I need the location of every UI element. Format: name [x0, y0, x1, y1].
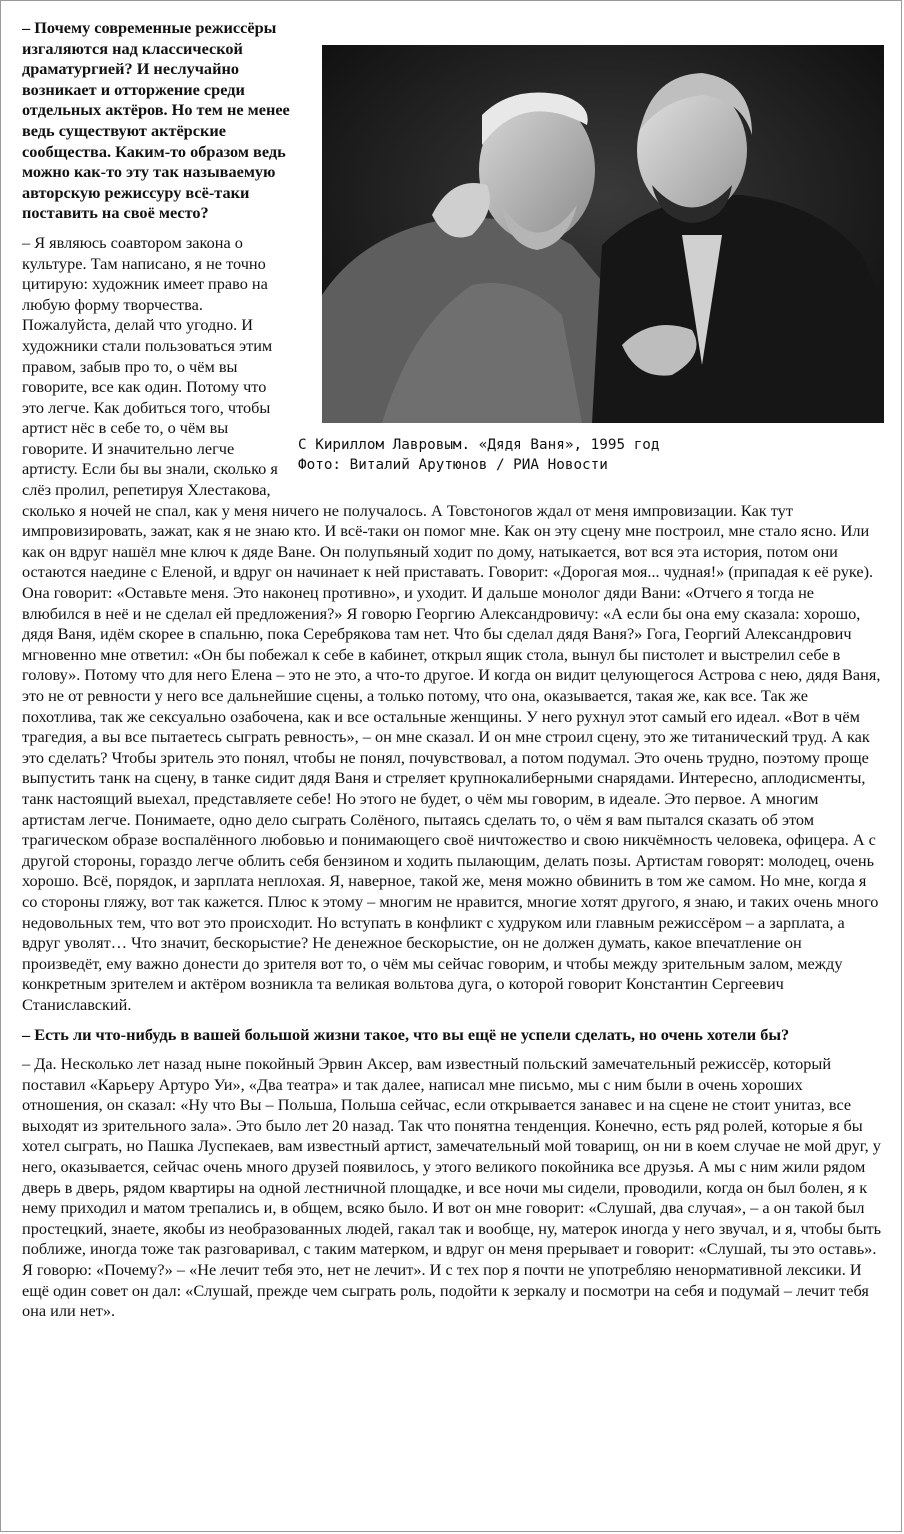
photo-illustration — [322, 45, 884, 423]
caption-line-2: Фото: Виталий Арутюнов / РИА Новости — [298, 457, 608, 473]
photo-caption — [298, 435, 898, 475]
article-photo — [322, 45, 884, 423]
answer-2: – Да. Несколько лет назад ныне покойный Эрвин Аксер, вам известный польский замечательный режиссёр, который поставил «Карьеру Артуро Уи», «Два театра» и так далее, написал мне письмо, мы с ним были в очень хороших отношения, он сказал: «Ну что Вы – Польша, Польша сейчас, если открывается занавес и на сцене не стоит унитаз, все выходят из зрительного зала». Это было лет 20 назад. Так что понятна тенденция. Конечно, есть ряд ролей, которые я бы хотел сыграть, но Пашка Луспекаев, вам известный артист, замечательный мой товарищ, он ни в коем случае не мой друг, у него, оказывается, сейчас очень много друзей появилось, у этого великого покойника все друзья. А мы с ним жили рядом дверь в дверь, рядом квартиры на одной лестничной площадке, и все ночи мы сидели, проводили, когда он был болен, я к нему приходил и матом трепались и, в общем, всяко было. И вот он мне говорит: «Слушай, два случая», – а он такой был простецкий, знаете, якобы из необразованных людей, гакал так и вообще, ну, матерок иногда у него звучал, и я, чтобы быть поближе, иногда тоже так разговаривал, с таким матерком, и вдруг он меня прерывает и говорит: «Слушай, ты это оставь». Я говорю: «Почему?» – «Не лечит тебя это, нет не лечит». И с тех пор я почти не употребляю ненормативной лексики. И ещё один совет он дал: «Слушай, прежде чем сыграть роль, подойти к зеркалу и посмотри на себя и подумай – лечит тебя она или нет». — [22, 1054, 882, 1321]
photo-figure — [298, 45, 898, 475]
question-1: – Почему современные режиссёры изгаляются над классической драматургией? И неслучайно возникает и отторжение среди отдельных актёров. Но тем не менее ведь существуют актёрские сообщества. Каким-то образом ведь можно как-то эту так называемую авторскую режиссуру всё-таки поставить на своё место? — [22, 18, 290, 223]
answer-1: – Я являюсь соавтором закона о культуре. Там написано, я не точно цитирую: художник имеет право на любую форму творчества. Пожалуйста, делай что угодно. И художники стали пользоваться этим правом, забыв про то, о чём вы говорите, все как один. Потому что это легче. Как добиться того, чтобы артист нёс в себе то, о чём вы говорите. И значительно легче артисту. Если бы вы знали, сколько я слёз пролил, репетируя Хлестакова, сколько я ночей не спал, как у меня ничего не получалось. А Товстоногов ждал от меня импровизации. Как тут импровизировать, зажат, как я не знаю кто. И всё-таки он помог мне. Как он эту сцену мне построил, мне стало ясно. Или как он вдруг нашёл мне ключ к дяде Ване. Он полупьяный ходит по дому, натыкается, вот вся эта история, потом они остаются наедине с Еленой, и вдруг он начинает к ней приставать. Говорит: «Дорогая моя... чудная!» (припадая к её руке). Она говорит: «Оставьте меня. Это наконец противно», и уходит. И дальше монолог дяди Вани: «Отчего я тогда не влюбился в неё и не сделал ей предложения?» Я говорю Георгию Александровичу: «А если бы она ему сказала: хорошо, дядя Ваня, идём скорее в спальню, пока Серебрякова там нет. Что бы сделал дядя Ваня?» Гога, Георгий Александрович мгновенно мне ответил: «Он бы побежал к себе в кабинет, открыл ящик стола, вынул бы пистолет и выстрелил себе в голову». Потому что для него Елена – это не это, а что-то другое. И когда он видит целующегося Астрова с нею, дядя Ваня, это не от ревности у него все дальнейшие сцены, а только потому, что она, оказывается, такая же, как все. Так же похотлива, так же сексуально озабочена, как и все остальные женщины. У него рухнул этот самый его идеал. «Вот в чём трагедия, а вы все пытаетесь сыграть ревность», – он мне сказал. И он мне строил сцену, это же титанический труд. А как это сделать? Чтобы зритель это понял, чтобы не понял, почувствовал, а потом подумал. Это очень трудно, поэтому проще выпустить танк на сцену, в танке сидит дядя Ваня и стреляет крупнокалиберными снарядами. Интересно, аплодисменты, танк настоящий выехал, представляете себе! Но этого не будет, о чём мы говорим, в идеале. Это первое. А многим артистам легче. Понимаете, одно дело сыграть Солёного, пытаясь сделать то, о чём я вам пытался сказать об этом трагическом образе воспалённого любовью и понимающего своё ничтожество и свою никчёмность человека, офицера. А с другой стороны, гораздо легче облить себя бензином и ходить пылающим, делать позы. Артистам говорят: молодец, очень хорошо. Всё, порядок, и зарплата неплохая. Я, наверное, такой же, меня можно обвинить в том же самом. Но мне, когда я со стороны гляжу, вот так кажется. Плюс к этому – многим не нравится, многие хотят другого, я знаю, и таких очень много недовольных тем, что вот это происходит. Но вступать в конфликт с худруком или главным режиссёром – а зарплата, а вдруг уволят… Что значит, бескорыстие? Не денежное бескорыстие, он не должен думать, какое впечатление он произведёт, ему важно донести до зрителя вот то, о чём мы сейчас говорим, и чтобы между зрительным залом, между конкретным зрителем и актёром возникла та великая вольтова дуга, о которой говорит Константин Сергеевич Станиславский. — [22, 232, 881, 1014]
caption-line-1: С Кириллом Лавровым. «Дядя Ваня», 1995 год — [298, 437, 660, 453]
question-2: – Есть ли что-нибудь в вашей большой жизни такое, что вы ещё не успели сделать, но очень хотели бы? — [22, 1024, 790, 1044]
article-body — [22, 18, 884, 1331]
